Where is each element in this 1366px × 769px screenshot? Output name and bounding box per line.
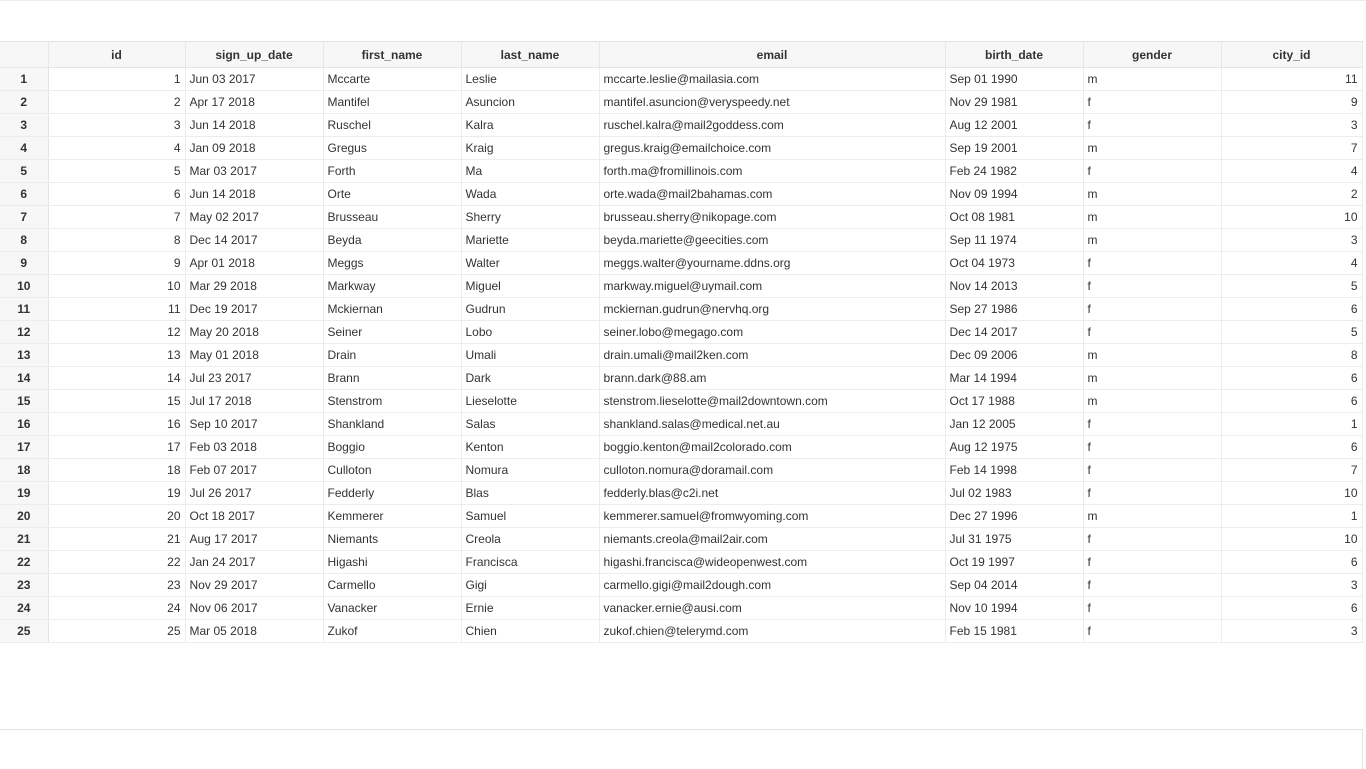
cell-id[interactable]: 19 [48,482,185,505]
row-number: 1 [0,68,48,91]
cell-sign-up-date[interactable]: Dec 14 2017 [185,229,323,252]
cell-first-name[interactable]: Mckiernan [323,298,461,321]
cell-sign-up-date[interactable]: Mar 29 2018 [185,275,323,298]
cell-sign-up-date[interactable]: Jun 14 2018 [185,183,323,206]
cell-email[interactable]: mantifel.asuncion@veryspeedy.net [599,91,945,114]
cell-birth-date[interactable]: Sep 04 2014 [945,574,1083,597]
table-row[interactable] [0,252,1362,275]
cell-gender[interactable]: m [1083,206,1221,229]
corner-cell [0,42,48,68]
table-row[interactable] [0,275,1362,298]
table-row[interactable] [0,367,1362,390]
cell-email[interactable]: seiner.lobo@megago.com [599,321,945,344]
column-header-birth-date[interactable]: birth_date [945,42,1083,68]
cell-birth-date[interactable]: Sep 01 1990 [945,68,1083,91]
cell-gender[interactable]: m [1083,367,1221,390]
cell-city-id[interactable]: 6 [1221,597,1362,620]
cell-last-name[interactable]: Francisca [461,551,599,574]
table-row[interactable] [0,574,1362,597]
cell-email[interactable]: kemmerer.samuel@fromwyoming.com [599,505,945,528]
cell-id[interactable]: 3 [48,114,185,137]
cell-id[interactable]: 4 [48,137,185,160]
cell-first-name[interactable]: Markway [323,275,461,298]
cell-email[interactable]: mccarte.leslie@mailasia.com [599,68,945,91]
cell-sign-up-date[interactable]: Jul 23 2017 [185,367,323,390]
cell-sign-up-date[interactable]: Dec 19 2017 [185,298,323,321]
cell-id[interactable]: 24 [48,597,185,620]
cell-last-name[interactable]: Lobo [461,321,599,344]
cell-first-name[interactable]: Mccarte [323,68,461,91]
cell-first-name[interactable]: Forth [323,160,461,183]
results-table [0,41,1363,643]
row-number: 8 [0,229,48,252]
cell-last-name[interactable]: Mariette [461,229,599,252]
cell-first-name[interactable]: Orte [323,183,461,206]
cell-last-name[interactable]: Blas [461,482,599,505]
table-row[interactable] [0,206,1362,229]
cell-city-id[interactable]: 4 [1221,252,1362,275]
cell-gender[interactable]: f [1083,528,1221,551]
cell-birth-date[interactable]: Oct 17 1988 [945,390,1083,413]
cell-last-name[interactable]: Ma [461,160,599,183]
row-number: 21 [0,528,48,551]
table-row[interactable] [0,482,1362,505]
cell-first-name[interactable]: Brusseau [323,206,461,229]
cell-gender[interactable]: f [1083,482,1221,505]
bottom-panel [0,729,1363,769]
row-number: 19 [0,482,48,505]
cell-birth-date[interactable]: Oct 19 1997 [945,551,1083,574]
cell-first-name[interactable]: Fedderly [323,482,461,505]
cell-id[interactable]: 8 [48,229,185,252]
cell-last-name[interactable]: Miguel [461,275,599,298]
cell-sign-up-date[interactable]: Feb 03 2018 [185,436,323,459]
cell-last-name[interactable]: Creola [461,528,599,551]
cell-sign-up-date[interactable]: Apr 01 2018 [185,252,323,275]
cell-last-name[interactable]: Sherry [461,206,599,229]
cell-city-id[interactable]: 4 [1221,160,1362,183]
cell-birth-date[interactable]: Mar 14 1994 [945,367,1083,390]
cell-last-name[interactable]: Leslie [461,68,599,91]
cell-city-id[interactable]: 3 [1221,620,1362,643]
table-row[interactable] [0,344,1362,367]
cell-id[interactable]: 6 [48,183,185,206]
cell-first-name[interactable]: Drain [323,344,461,367]
cell-first-name[interactable]: Culloton [323,459,461,482]
cell-email[interactable]: meggs.walter@yourname.ddns.org [599,252,945,275]
cell-birth-date[interactable]: Oct 04 1973 [945,252,1083,275]
cell-gender[interactable]: f [1083,321,1221,344]
cell-birth-date[interactable]: Dec 09 2006 [945,344,1083,367]
cell-gender[interactable]: f [1083,620,1221,643]
cell-birth-date[interactable]: Nov 09 1994 [945,183,1083,206]
cell-birth-date[interactable]: Jul 02 1983 [945,482,1083,505]
cell-last-name[interactable]: Wada [461,183,599,206]
column-header-gender[interactable]: gender [1083,42,1221,68]
row-number: 10 [0,275,48,298]
table-row[interactable] [0,183,1362,206]
row-number: 6 [0,183,48,206]
cell-email[interactable]: mckiernan.gudrun@nervhq.org [599,298,945,321]
cell-gender[interactable]: m [1083,505,1221,528]
table-body [0,68,1362,643]
cell-birth-date[interactable]: Feb 14 1998 [945,459,1083,482]
cell-birth-date[interactable]: Feb 15 1981 [945,620,1083,643]
cell-city-id[interactable]: 6 [1221,390,1362,413]
cell-first-name[interactable]: Meggs [323,252,461,275]
top-divider [0,0,1366,1]
cell-email[interactable]: gregus.kraig@emailchoice.com [599,137,945,160]
cell-email[interactable]: zukof.chien@telerymd.com [599,620,945,643]
table-row[interactable] [0,137,1362,160]
cell-id[interactable]: 5 [48,160,185,183]
cell-gender[interactable]: f [1083,91,1221,114]
cell-birth-date[interactable]: Oct 08 1981 [945,206,1083,229]
cell-id[interactable]: 21 [48,528,185,551]
cell-first-name[interactable]: Seiner [323,321,461,344]
cell-city-id[interactable]: 6 [1221,298,1362,321]
cell-gender[interactable]: f [1083,459,1221,482]
cell-city-id[interactable]: 10 [1221,482,1362,505]
cell-last-name[interactable]: Chien [461,620,599,643]
cell-first-name[interactable]: Shankland [323,413,461,436]
cell-id[interactable]: 23 [48,574,185,597]
cell-last-name[interactable]: Walter [461,252,599,275]
cell-gender[interactable]: m [1083,390,1221,413]
cell-id[interactable]: 14 [48,367,185,390]
cell-gender[interactable]: f [1083,574,1221,597]
cell-last-name[interactable]: Nomura [461,459,599,482]
column-header-first-name[interactable]: first_name [323,42,461,68]
cell-gender[interactable]: f [1083,275,1221,298]
cell-city-id[interactable]: 3 [1221,229,1362,252]
cell-city-id[interactable]: 6 [1221,551,1362,574]
cell-gender[interactable]: f [1083,551,1221,574]
row-number: 23 [0,574,48,597]
table-row[interactable] [0,505,1362,528]
cell-sign-up-date[interactable]: May 01 2018 [185,344,323,367]
cell-email[interactable]: fedderly.blas@c2i.net [599,482,945,505]
cell-sign-up-date[interactable]: Jun 03 2017 [185,68,323,91]
cell-id[interactable]: 25 [48,620,185,643]
cell-id[interactable]: 12 [48,321,185,344]
row-number: 11 [0,298,48,321]
cell-sign-up-date[interactable]: Apr 17 2018 [185,91,323,114]
cell-id[interactable]: 13 [48,344,185,367]
cell-city-id[interactable]: 6 [1221,367,1362,390]
cell-city-id[interactable]: 8 [1221,344,1362,367]
cell-birth-date[interactable]: Nov 10 1994 [945,597,1083,620]
cell-last-name[interactable]: Lieselotte [461,390,599,413]
cell-birth-date[interactable]: Aug 12 1975 [945,436,1083,459]
column-header-last-name[interactable]: last_name [461,42,599,68]
table-row[interactable] [0,551,1362,574]
cell-city-id[interactable]: 2 [1221,183,1362,206]
row-number: 20 [0,505,48,528]
cell-city-id[interactable]: 5 [1221,321,1362,344]
cell-city-id[interactable]: 1 [1221,505,1362,528]
cell-first-name[interactable]: Niemants [323,528,461,551]
cell-last-name[interactable]: Samuel [461,505,599,528]
cell-birth-date[interactable]: Nov 29 1981 [945,91,1083,114]
row-number: 18 [0,459,48,482]
cell-id[interactable]: 10 [48,275,185,298]
cell-id[interactable]: 15 [48,390,185,413]
row-number: 17 [0,436,48,459]
cell-gender[interactable]: f [1083,436,1221,459]
cell-sign-up-date[interactable]: Mar 05 2018 [185,620,323,643]
cell-sign-up-date[interactable]: Jan 09 2018 [185,137,323,160]
row-number: 22 [0,551,48,574]
cell-id[interactable]: 2 [48,91,185,114]
cell-first-name[interactable]: Stenstrom [323,390,461,413]
cell-sign-up-date[interactable]: Feb 07 2017 [185,459,323,482]
cell-email[interactable]: shankland.salas@medical.net.au [599,413,945,436]
header-row [0,42,1362,68]
cell-first-name[interactable]: Mantifel [323,91,461,114]
cell-city-id[interactable]: 3 [1221,574,1362,597]
column-header-city-id[interactable]: city_id [1221,42,1362,68]
table-row[interactable] [0,114,1362,137]
cell-gender[interactable]: m [1083,344,1221,367]
row-number: 2 [0,91,48,114]
cell-first-name[interactable]: Brann [323,367,461,390]
table-row[interactable] [0,597,1362,620]
row-number: 13 [0,344,48,367]
cell-email[interactable]: brusseau.sherry@nikopage.com [599,206,945,229]
cell-city-id[interactable]: 10 [1221,206,1362,229]
table-row[interactable] [0,321,1362,344]
cell-id[interactable]: 7 [48,206,185,229]
cell-gender[interactable]: f [1083,160,1221,183]
table-row[interactable] [0,528,1362,551]
cell-sign-up-date[interactable]: May 20 2018 [185,321,323,344]
cell-birth-date[interactable]: Jul 31 1975 [945,528,1083,551]
cell-email[interactable]: orte.wada@mail2bahamas.com [599,183,945,206]
cell-first-name[interactable]: Gregus [323,137,461,160]
cell-city-id[interactable]: 11 [1221,68,1362,91]
cell-gender[interactable]: f [1083,597,1221,620]
cell-city-id[interactable]: 7 [1221,459,1362,482]
cell-last-name[interactable]: Dark [461,367,599,390]
cell-gender[interactable]: m [1083,68,1221,91]
row-number: 12 [0,321,48,344]
cell-email[interactable]: culloton.nomura@doramail.com [599,459,945,482]
cell-last-name[interactable]: Ernie [461,597,599,620]
cell-sign-up-date[interactable]: Nov 29 2017 [185,574,323,597]
cell-first-name[interactable]: Higashi [323,551,461,574]
cell-email[interactable]: beyda.mariette@geecities.com [599,229,945,252]
cell-first-name[interactable]: Carmello [323,574,461,597]
cell-id[interactable]: 9 [48,252,185,275]
cell-last-name[interactable]: Kalra [461,114,599,137]
cell-gender[interactable]: m [1083,229,1221,252]
cell-email[interactable]: stenstrom.lieselotte@mail2downtown.com [599,390,945,413]
cell-gender[interactable]: f [1083,413,1221,436]
cell-sign-up-date[interactable]: Mar 03 2017 [185,160,323,183]
row-number: 16 [0,413,48,436]
cell-first-name[interactable]: Boggio [323,436,461,459]
cell-gender[interactable]: f [1083,252,1221,275]
column-header-email[interactable]: email [599,42,945,68]
cell-last-name[interactable]: Kenton [461,436,599,459]
cell-last-name[interactable]: Gudrun [461,298,599,321]
cell-email[interactable]: ruschel.kalra@mail2goddess.com [599,114,945,137]
cell-email[interactable]: boggio.kenton@mail2colorado.com [599,436,945,459]
cell-city-id[interactable]: 3 [1221,114,1362,137]
column-header-sign-up-date[interactable]: sign_up_date [185,42,323,68]
cell-id[interactable]: 17 [48,436,185,459]
cell-email[interactable]: niemants.creola@mail2air.com [599,528,945,551]
cell-email[interactable]: vanacker.ernie@ausi.com [599,597,945,620]
cell-city-id[interactable]: 10 [1221,528,1362,551]
cell-id[interactable]: 16 [48,413,185,436]
cell-first-name[interactable]: Vanacker [323,597,461,620]
row-number: 4 [0,137,48,160]
row-number: 15 [0,390,48,413]
cell-birth-date[interactable]: Aug 12 2001 [945,114,1083,137]
cell-sign-up-date[interactable]: Oct 18 2017 [185,505,323,528]
table-row[interactable] [0,229,1362,252]
cell-sign-up-date[interactable]: Jan 24 2017 [185,551,323,574]
table-row[interactable] [0,68,1362,91]
cell-gender[interactable]: m [1083,137,1221,160]
row-number: 14 [0,367,48,390]
cell-sign-up-date[interactable]: Sep 10 2017 [185,413,323,436]
cell-last-name[interactable]: Umali [461,344,599,367]
cell-birth-date[interactable]: Sep 27 1986 [945,298,1083,321]
cell-sign-up-date[interactable]: Jul 26 2017 [185,482,323,505]
cell-gender[interactable]: f [1083,298,1221,321]
cell-birth-date[interactable]: Dec 14 2017 [945,321,1083,344]
cell-birth-date[interactable]: Sep 11 1974 [945,229,1083,252]
cell-id[interactable]: 11 [48,298,185,321]
cell-city-id[interactable]: 9 [1221,91,1362,114]
cell-last-name[interactable]: Salas [461,413,599,436]
row-number: 5 [0,160,48,183]
cell-id[interactable]: 20 [48,505,185,528]
cell-sign-up-date[interactable]: Nov 06 2017 [185,597,323,620]
row-number: 24 [0,597,48,620]
table-row[interactable] [0,620,1362,643]
cell-city-id[interactable]: 7 [1221,137,1362,160]
row-number: 7 [0,206,48,229]
cell-birth-date[interactable]: Sep 19 2001 [945,137,1083,160]
cell-email[interactable]: higashi.francisca@wideopenwest.com [599,551,945,574]
cell-sign-up-date[interactable]: Aug 17 2017 [185,528,323,551]
column-header-id[interactable]: id [48,42,185,68]
cell-city-id[interactable]: 6 [1221,436,1362,459]
cell-birth-date[interactable]: Dec 27 1996 [945,505,1083,528]
cell-id[interactable]: 1 [48,68,185,91]
data-grid [0,41,1362,643]
cell-first-name[interactable]: Ruschel [323,114,461,137]
cell-sign-up-date[interactable]: May 02 2017 [185,206,323,229]
cell-birth-date[interactable]: Feb 24 1982 [945,160,1083,183]
cell-email[interactable]: drain.umali@mail2ken.com [599,344,945,367]
cell-sign-up-date[interactable]: Jun 14 2018 [185,114,323,137]
row-number: 25 [0,620,48,643]
row-number: 9 [0,252,48,275]
cell-id[interactable]: 22 [48,551,185,574]
cell-id[interactable]: 18 [48,459,185,482]
table-row[interactable] [0,436,1362,459]
cell-birth-date[interactable]: Nov 14 2013 [945,275,1083,298]
cell-email[interactable]: forth.ma@fromillinois.com [599,160,945,183]
cell-first-name[interactable]: Zukof [323,620,461,643]
cell-city-id[interactable]: 1 [1221,413,1362,436]
cell-city-id[interactable]: 5 [1221,275,1362,298]
cell-email[interactable]: brann.dark@88.am [599,367,945,390]
cell-gender[interactable]: m [1083,183,1221,206]
table-row[interactable] [0,91,1362,114]
cell-first-name[interactable]: Kemmerer [323,505,461,528]
cell-last-name[interactable]: Asuncion [461,91,599,114]
cell-last-name[interactable]: Gigi [461,574,599,597]
cell-email[interactable]: carmello.gigi@mail2dough.com [599,574,945,597]
table-row[interactable] [0,298,1362,321]
cell-sign-up-date[interactable]: Jul 17 2018 [185,390,323,413]
table-row[interactable] [0,413,1362,436]
cell-gender[interactable]: f [1083,114,1221,137]
table-row[interactable] [0,390,1362,413]
cell-email[interactable]: markway.miguel@uymail.com [599,275,945,298]
row-number: 3 [0,114,48,137]
cell-birth-date[interactable]: Jan 12 2005 [945,413,1083,436]
table-row[interactable] [0,160,1362,183]
cell-first-name[interactable]: Beyda [323,229,461,252]
cell-last-name[interactable]: Kraig [461,137,599,160]
table-row[interactable] [0,459,1362,482]
